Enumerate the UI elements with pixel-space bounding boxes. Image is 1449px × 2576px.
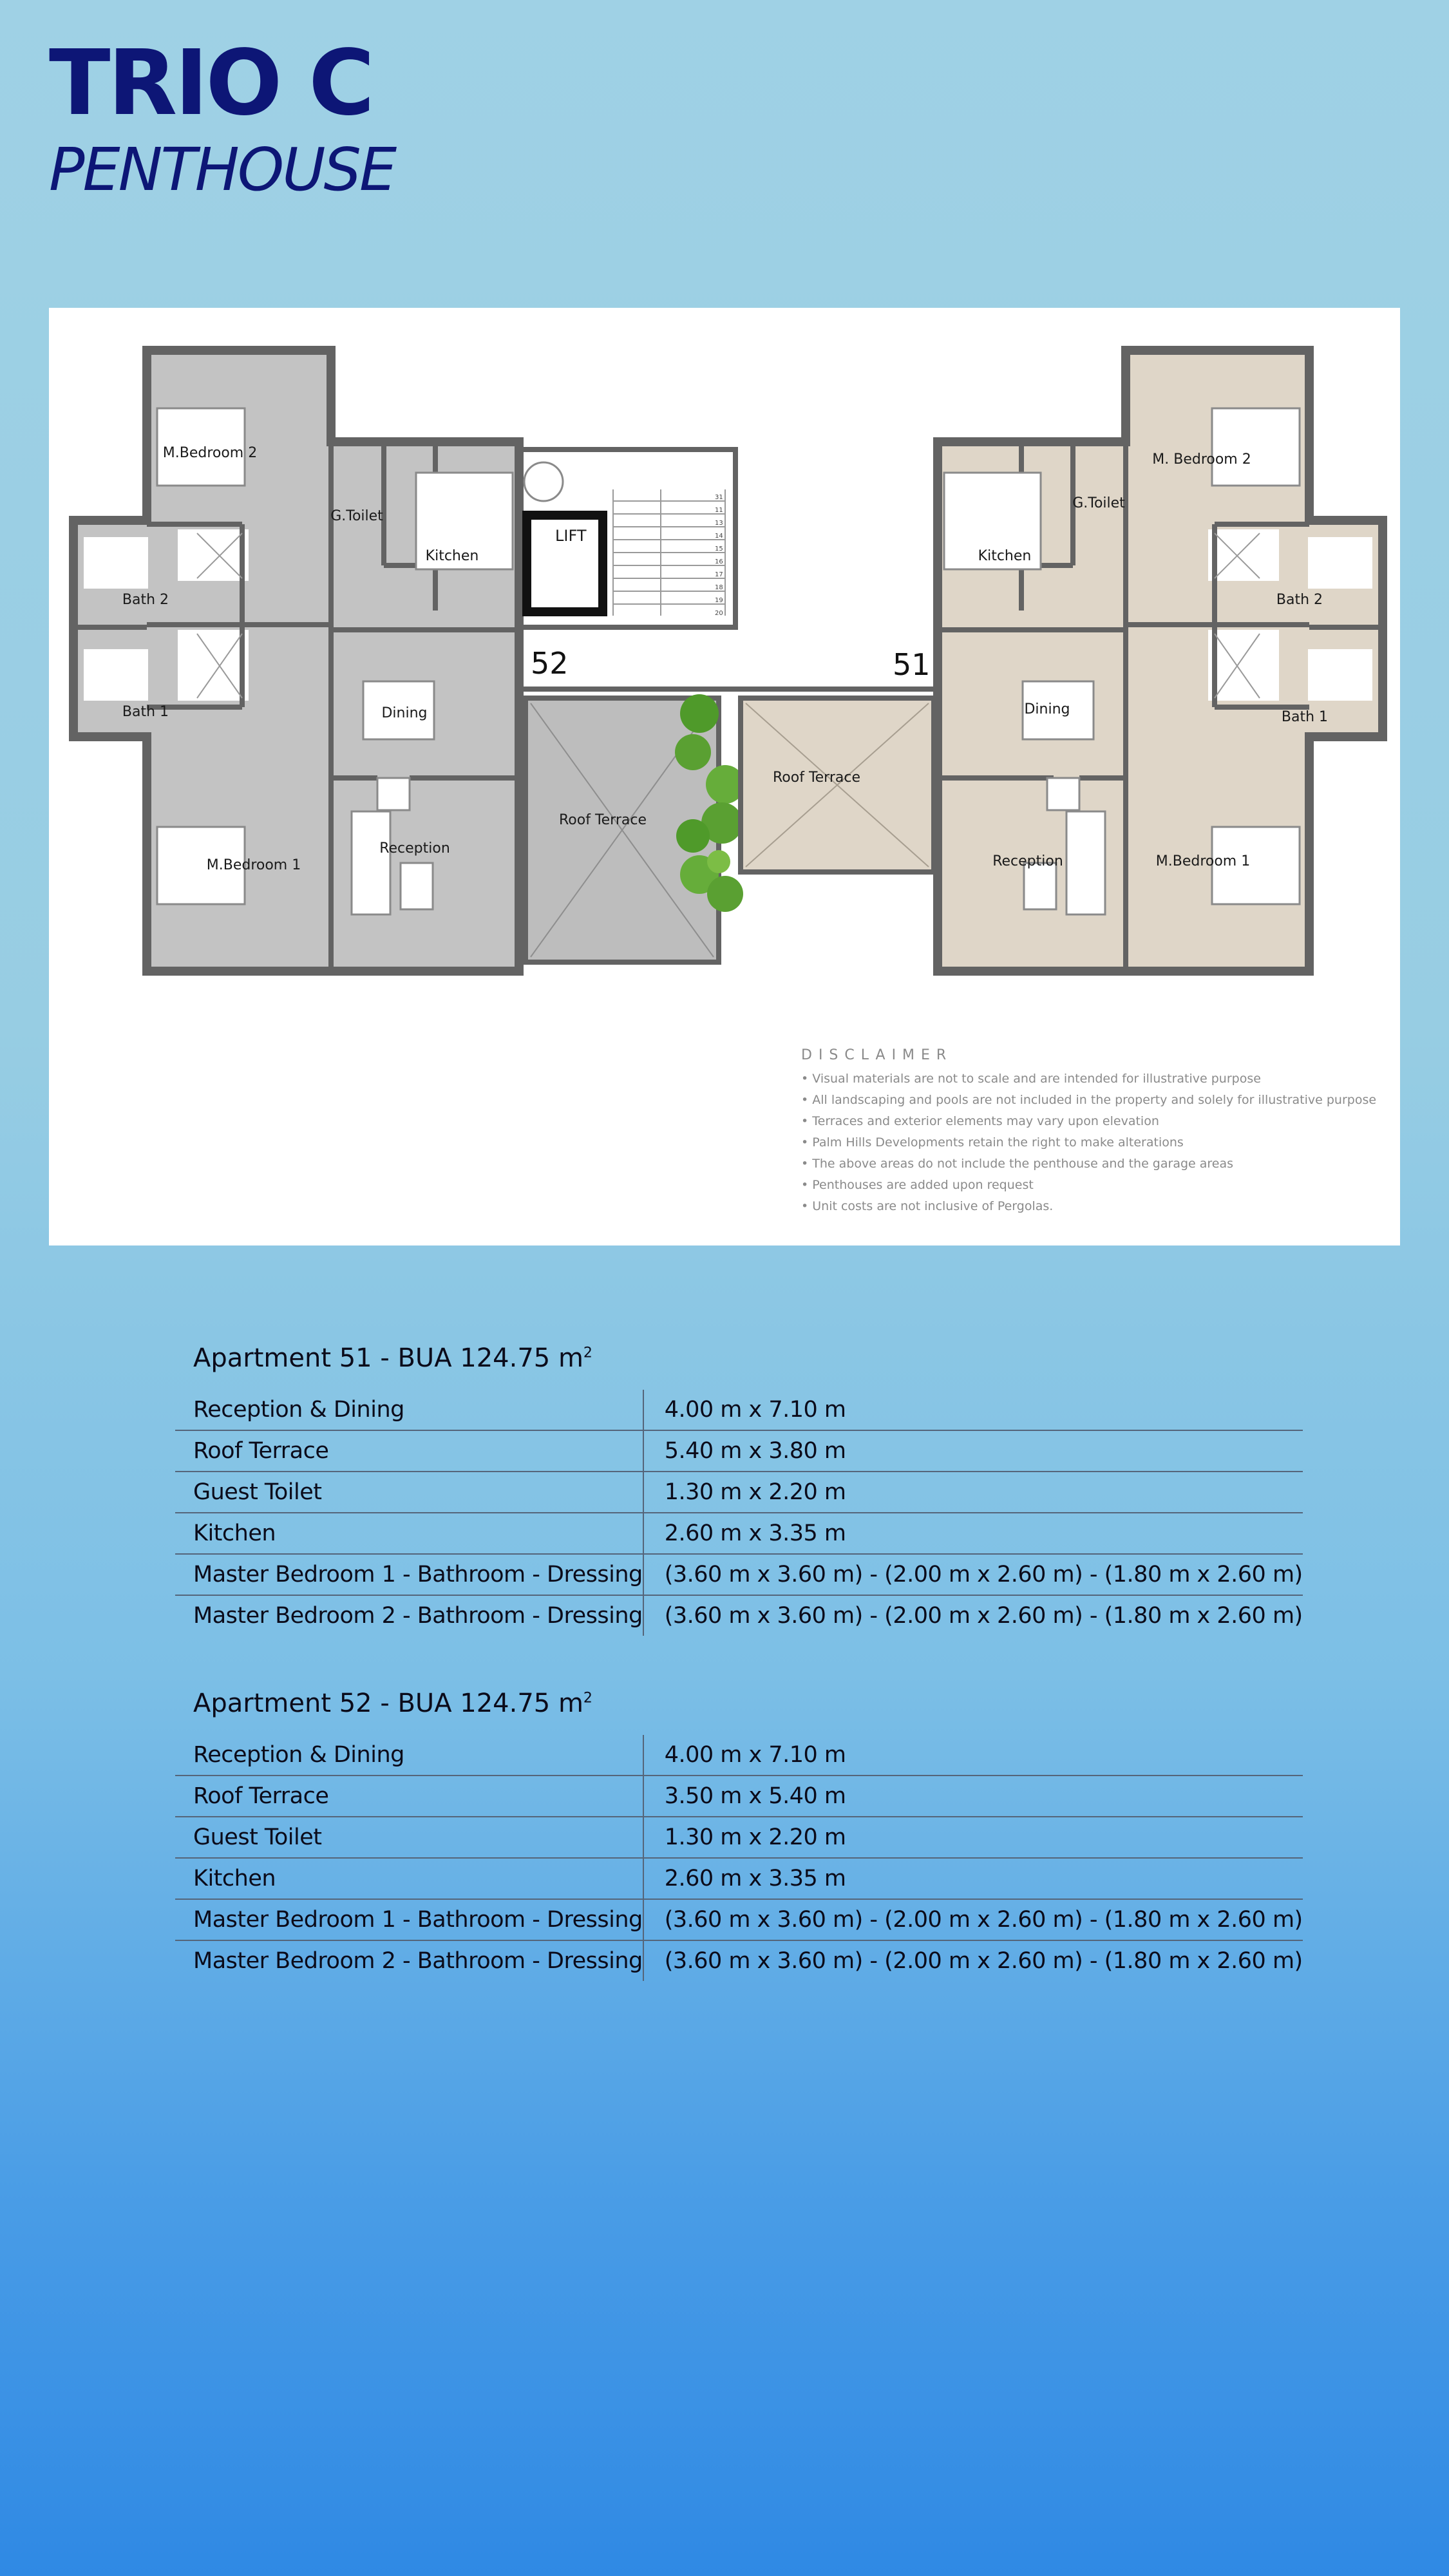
left-unit bbox=[73, 350, 719, 971]
stair-number: 15 bbox=[715, 545, 723, 553]
room-name: Master Bedroom 2 - Bathroom - Dressing bbox=[175, 1595, 643, 1636]
stair-number: 18 bbox=[715, 584, 723, 591]
room-label: M.Bedroom 1 bbox=[206, 857, 301, 873]
area-unit-superscript: 2 bbox=[583, 1690, 592, 1707]
table-row bbox=[175, 1513, 1303, 1554]
disclaimer-item: • Visual materials are not to scale and are intended for illustrative purpose bbox=[801, 1068, 1381, 1090]
apartment-heading-text: Apartment 51 - BUA 124.75 m bbox=[193, 1343, 583, 1373]
room-size-table bbox=[175, 1735, 1303, 1981]
room-label: Kitchen bbox=[425, 548, 479, 564]
disclaimer-item: • Palm Hills Developments retain the right to make alterations bbox=[801, 1132, 1381, 1153]
room-size: 5.40 m x 3.80 m bbox=[643, 1430, 1303, 1472]
unit-number-left: 52 bbox=[531, 646, 569, 681]
room-size: 4.00 m x 7.10 m bbox=[643, 1390, 1303, 1430]
room-label: Reception bbox=[992, 853, 1063, 869]
room-label: Bath 2 bbox=[122, 592, 169, 608]
page-subtitle: PENTHOUSE bbox=[49, 135, 395, 204]
room-size: (3.60 m x 3.60 m) - (2.00 m x 2.60 m) - (1.80 m x 2.60 m) bbox=[664, 1603, 1303, 1629]
disclaimer-item: • All landscaping and pools are not included in the property and solely for illustrative purpose bbox=[801, 1090, 1381, 1111]
disclaimer bbox=[801, 1047, 1381, 1217]
stair-number: 14 bbox=[715, 533, 723, 540]
room-size: 2.60 m x 3.35 m bbox=[643, 1858, 1303, 1899]
room-size: 4.00 m x 7.10 m bbox=[643, 1735, 1303, 1776]
room-label: Bath 1 bbox=[122, 704, 169, 720]
room-label: G.Toilet bbox=[1072, 495, 1125, 511]
room-size: (3.60 m x 3.60 m) - (2.00 m x 2.60 m) - (1.80 m x 2.60 m) bbox=[664, 1948, 1303, 1974]
stair-number: 16 bbox=[715, 558, 723, 565]
table-row bbox=[175, 1390, 1303, 1430]
table-row bbox=[175, 1899, 1303, 1940]
room-label: Bath 2 bbox=[1276, 592, 1323, 608]
table-row bbox=[175, 1595, 1303, 1636]
room-name: Master Bedroom 2 - Bathroom - Dressing bbox=[175, 1940, 643, 1981]
room-label: Dining bbox=[1024, 701, 1070, 717]
apartment-51-section bbox=[175, 1343, 1303, 1636]
room-label: Kitchen bbox=[978, 548, 1032, 564]
table-row bbox=[175, 1817, 1303, 1858]
right-unit bbox=[741, 350, 1383, 971]
room-name: Reception & Dining bbox=[175, 1390, 643, 1430]
area-unit-superscript: 2 bbox=[583, 1345, 592, 1361]
disclaimer-item: • Penthouses are added upon request bbox=[801, 1175, 1381, 1196]
table-row bbox=[175, 1735, 1303, 1776]
room-name: Kitchen bbox=[175, 1513, 643, 1554]
room-name: Master Bedroom 1 - Bathroom - Dressing bbox=[175, 1899, 643, 1940]
table-row bbox=[175, 1940, 1303, 1981]
stair-number: 13 bbox=[715, 520, 723, 527]
disclaimer-title: DISCLAIMER bbox=[801, 1047, 953, 1063]
room-label: Roof Terrace bbox=[558, 812, 647, 828]
room-label: M.Bedroom 2 bbox=[162, 445, 258, 461]
unit-number-right: 51 bbox=[893, 647, 931, 682]
stair-number: 19 bbox=[715, 597, 723, 604]
room-label: Bath 1 bbox=[1281, 709, 1329, 725]
disclaimer-item: • Terraces and exterior elements may vary upon elevation bbox=[801, 1111, 1381, 1132]
room-label: G.Toilet bbox=[330, 508, 383, 524]
room-name: Roof Terrace bbox=[175, 1430, 643, 1472]
room-label: M. Bedroom 2 bbox=[1152, 451, 1251, 468]
apartment-52-section bbox=[175, 1689, 1303, 1981]
room-label: Dining bbox=[381, 705, 428, 721]
table-row bbox=[175, 1776, 1303, 1817]
room-size: 1.30 m x 2.20 m bbox=[643, 1472, 1303, 1513]
room-size: (3.60 m x 3.60 m) - (2.00 m x 2.60 m) - (1.80 m x 2.60 m) bbox=[643, 1899, 1303, 1940]
apartment-heading-text: Apartment 52 - BUA 124.75 m bbox=[193, 1689, 583, 1718]
room-name: Guest Toilet bbox=[175, 1472, 643, 1513]
stair-number: 20 bbox=[715, 610, 723, 617]
apartment-heading bbox=[193, 1343, 1275, 1373]
disclaimer-item: • Unit costs are not inclusive of Pergolas. bbox=[801, 1196, 1381, 1217]
table-row bbox=[175, 1858, 1303, 1899]
table-row bbox=[175, 1472, 1303, 1513]
disclaimer-item: • The above areas do not include the penthouse and the garage areas bbox=[801, 1153, 1381, 1175]
stair-number: 17 bbox=[715, 571, 723, 578]
room-size: (3.60 m x 3.60 m) - (2.00 m x 2.60 m) - (1.80 m x 2.60 m) bbox=[643, 1554, 1303, 1595]
room-size: 3.50 m x 5.40 m bbox=[643, 1776, 1303, 1817]
lift-label: LIFT bbox=[555, 527, 587, 545]
disclaimer-list bbox=[801, 1068, 1381, 1217]
table-row bbox=[175, 1554, 1303, 1595]
room-name: Roof Terrace bbox=[175, 1776, 643, 1817]
room-name: Master Bedroom 1 - Bathroom - Dressing bbox=[175, 1554, 643, 1595]
room-label: M.Bedroom 1 bbox=[1155, 853, 1251, 869]
room-name: Reception & Dining bbox=[175, 1735, 643, 1776]
stair-number: 31 bbox=[715, 494, 723, 501]
room-name: Guest Toilet bbox=[175, 1817, 643, 1858]
table-row bbox=[175, 1430, 1303, 1472]
core bbox=[519, 450, 938, 689]
room-size: 1.30 m x 2.20 m bbox=[643, 1817, 1303, 1858]
room-name: Kitchen bbox=[175, 1858, 643, 1899]
stair-number: 11 bbox=[715, 507, 723, 514]
apartment-heading bbox=[193, 1689, 1275, 1718]
room-size-table bbox=[175, 1390, 1303, 1636]
room-label: Reception bbox=[379, 840, 450, 857]
floor-plan-panel bbox=[49, 308, 1400, 1245]
room-size: 2.60 m x 3.35 m bbox=[643, 1513, 1303, 1554]
room-label: Roof Terrace bbox=[772, 770, 861, 786]
page-title: TRIO C bbox=[49, 31, 372, 136]
